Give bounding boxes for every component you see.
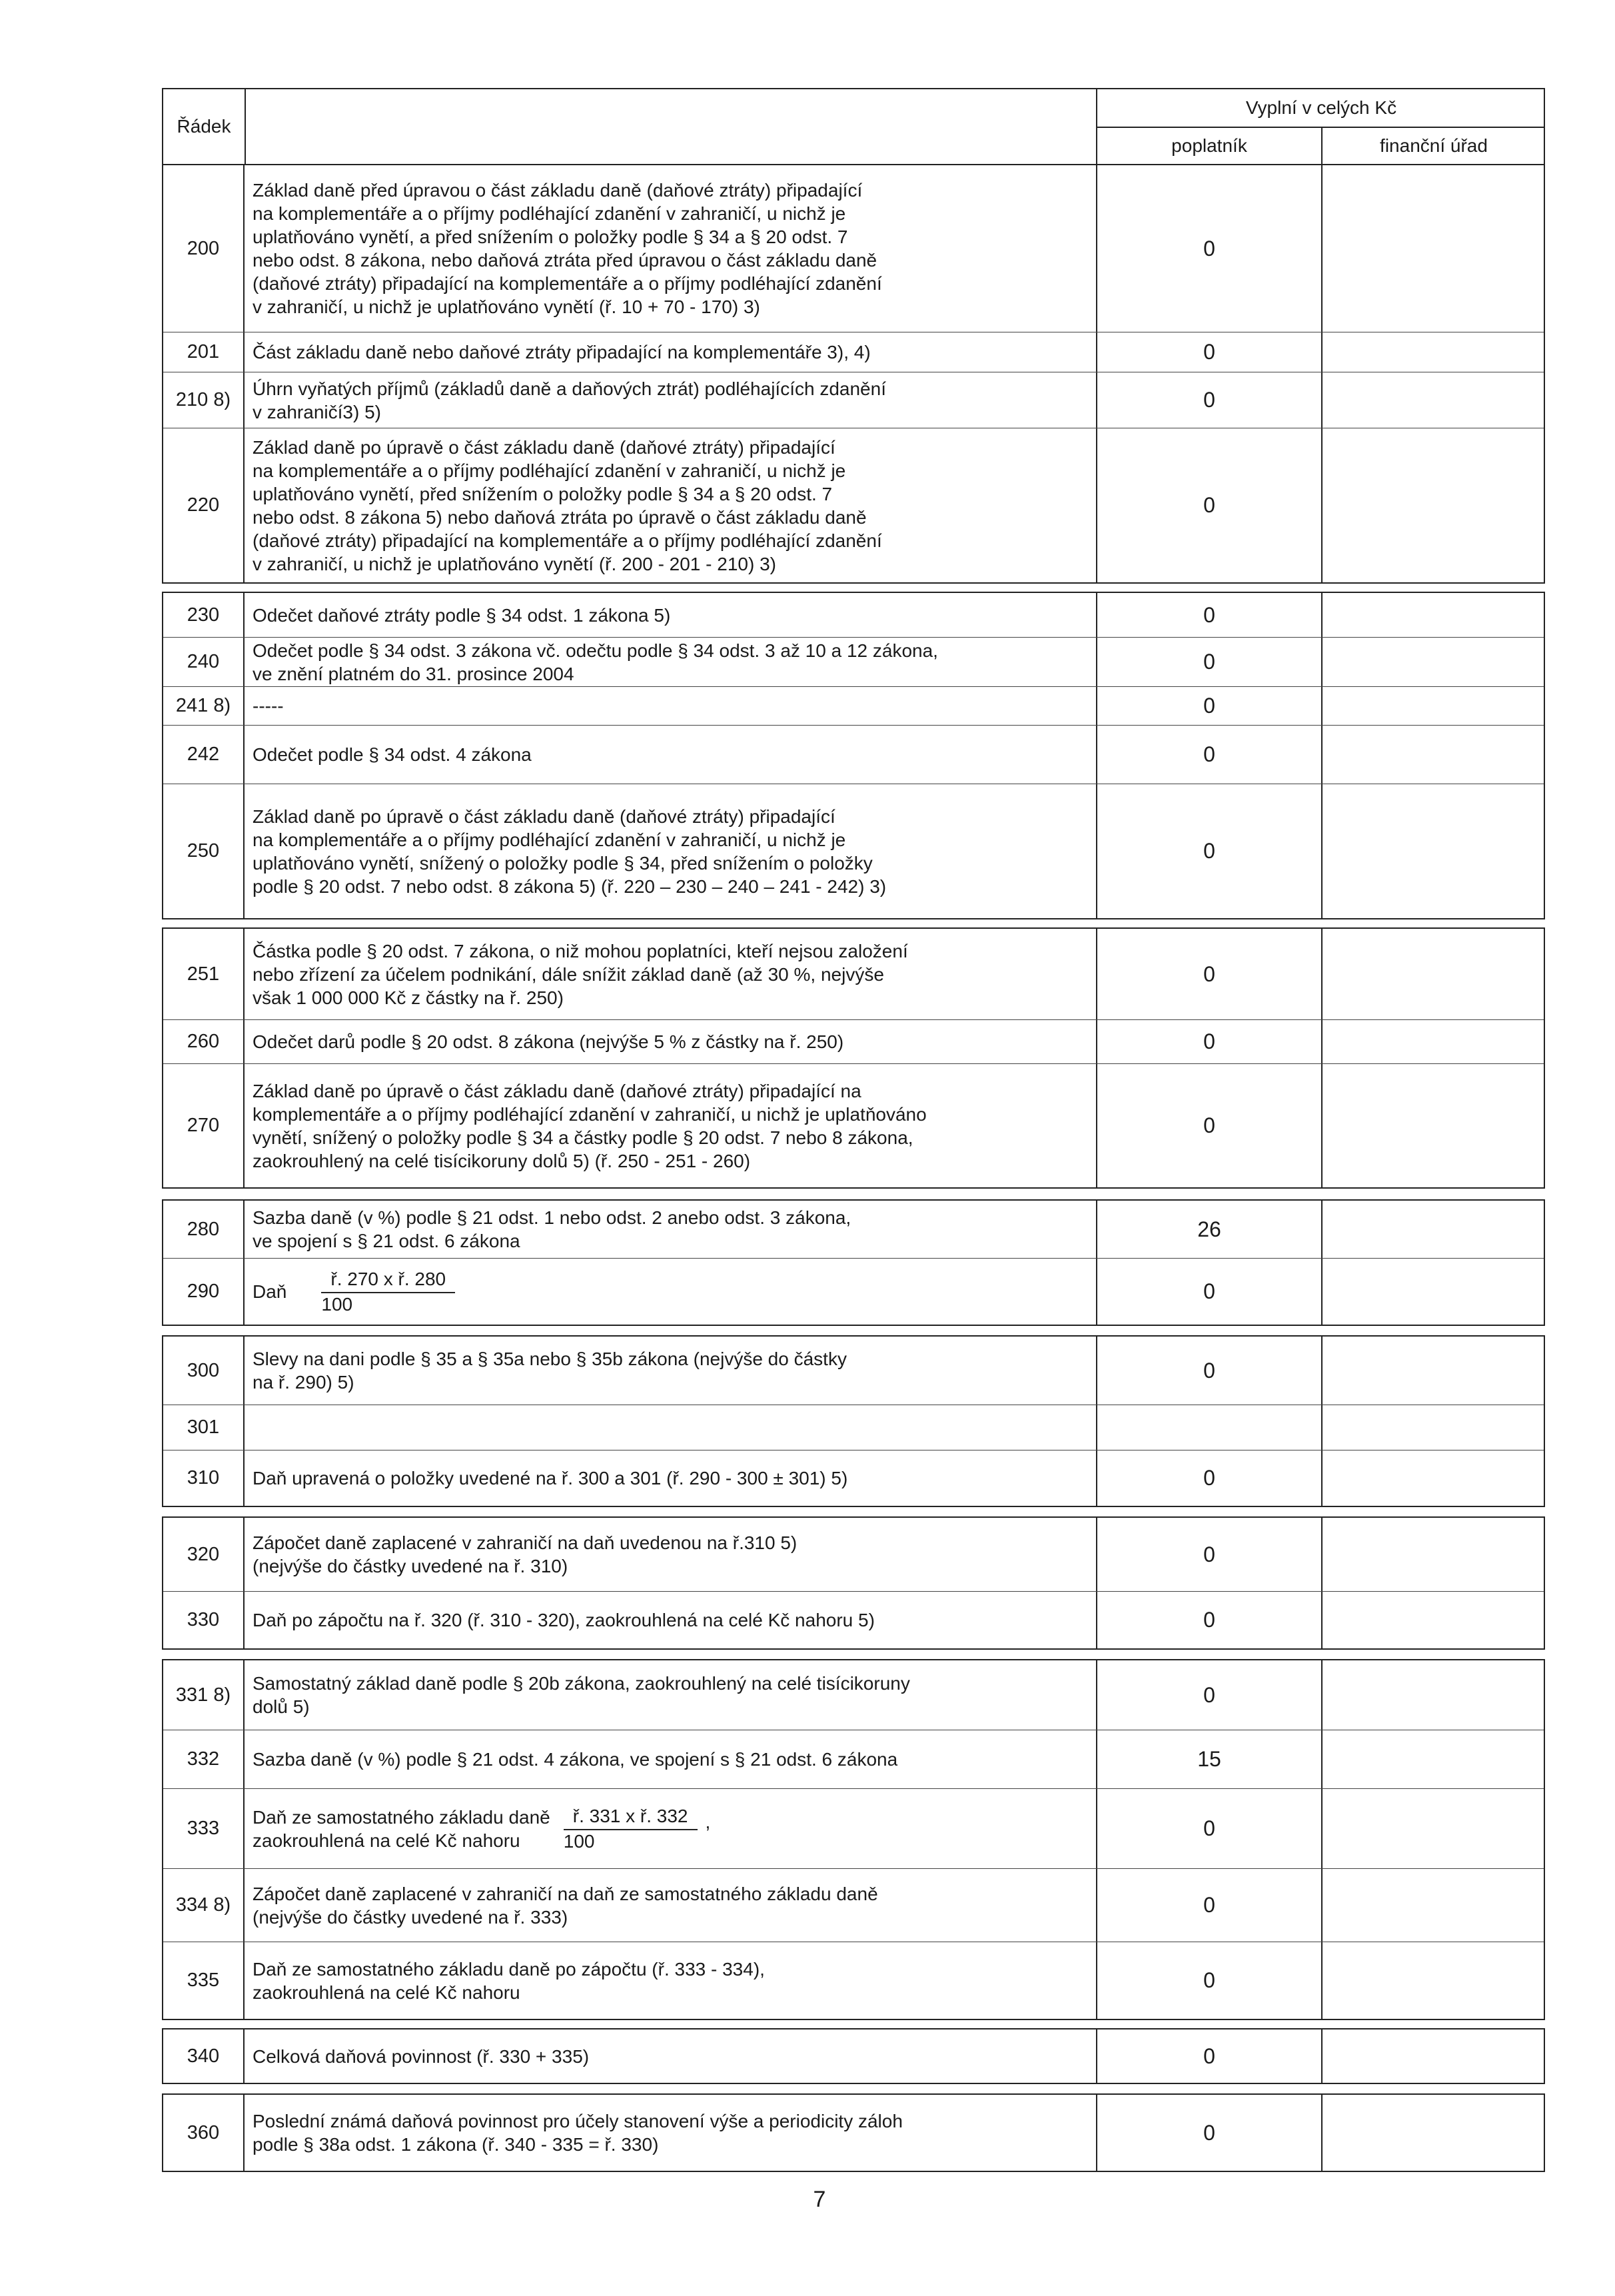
description-line: Poslední známá daňová povinnost pro účely stanovení výše a periodicity záloh — [253, 2111, 903, 2131]
description-line: Základ daně před úpravou o část základu daně (daňové ztráty) připadající — [253, 180, 863, 201]
payer-amount-cell[interactable]: 0 — [1096, 1942, 1321, 2019]
payer-amount-cell[interactable]: 0 — [1096, 1064, 1321, 1187]
row-number: 201 — [163, 332, 245, 372]
description-line: Základ daně po úpravě o část základu daně (daňové ztráty) připadající — [253, 806, 835, 827]
tax-office-amount-cell[interactable] — [1321, 638, 1544, 686]
description-line: podle § 38a odst. 1 zákona (ř. 340 - 335 = ř. 330) — [253, 2134, 659, 2155]
table-row — [163, 2029, 1544, 2083]
row-description — [253, 1592, 1085, 1648]
row-number: 210 8) — [163, 372, 245, 428]
section-deductions — [162, 592, 1545, 919]
section-total — [162, 2028, 1545, 2084]
tax-office-amount-cell[interactable] — [1321, 1789, 1544, 1868]
section-separate-base — [162, 1659, 1545, 2020]
formula-suffix: , — [705, 1812, 711, 1832]
description-line: Sazba daně (v %) podle § 21 odst. 1 nebo odst. 2 anebo odst. 3 zákona, — [253, 1207, 851, 1228]
row-description — [253, 1730, 1085, 1788]
tax-office-amount-cell[interactable] — [1321, 1592, 1544, 1648]
section-last-liability — [162, 2093, 1545, 2172]
description-line: (daňové ztráty) připadající na komplementáře a o příjmy podléhající zdanění — [253, 530, 882, 551]
table-header — [162, 88, 1545, 165]
table-row — [163, 165, 1544, 332]
description-line: Daň po zápočtu na ř. 320 (ř. 310 - 320), zaokrouhlená na celé Kč nahoru 5) — [253, 1610, 875, 1630]
row-number: 260 — [163, 1020, 245, 1063]
description-line: Zápočet daně zaplacené v zahraničí na daň uvedenou na ř.310 5) — [253, 1532, 798, 1553]
table-row — [163, 1337, 1544, 1405]
row-description — [253, 1405, 1085, 1450]
payer-amount-cell[interactable]: 0 — [1096, 1259, 1321, 1325]
description-line: Samostatný základ daně podle § 20b zákona, zaokrouhlený na celé tisícikoruny — [253, 1673, 910, 1694]
payer-amount-cell[interactable]: 26 — [1096, 1201, 1321, 1258]
row-description — [253, 929, 1085, 1019]
table-row — [163, 1063, 1544, 1187]
tax-office-column-header: finanční úřad — [1380, 135, 1488, 156]
row-number: 330 — [163, 1592, 245, 1648]
description-line: Základ daně po úpravě o část základu daně (daňové ztráty) připadající na — [253, 1080, 861, 1101]
payer-amount-cell[interactable]: 0 — [1096, 428, 1321, 582]
payer-amount-cell[interactable]: 0 — [1096, 1020, 1321, 1063]
tax-office-amount-cell[interactable] — [1321, 1405, 1544, 1450]
payer-amount-cell[interactable]: 0 — [1096, 1660, 1321, 1730]
table-row — [163, 2095, 1544, 2171]
payer-amount-cell[interactable]: 0 — [1096, 1789, 1321, 1868]
payer-amount-cell[interactable]: 0 — [1096, 1518, 1321, 1591]
row-number: 280 — [163, 1201, 245, 1258]
description-line: zaokrouhlená na celé Kč nahoru — [253, 1830, 520, 1851]
tax-office-amount-cell[interactable] — [1321, 1450, 1544, 1506]
row-description — [253, 1942, 1085, 2019]
row-description — [253, 593, 1085, 637]
description-line: na komplementáře a o příjmy podléhající zdanění v zahraničí, u nichž je — [253, 203, 846, 224]
row-description — [253, 1660, 1085, 1730]
table-row — [163, 929, 1544, 1019]
description-line: zaokrouhlený na celé tisícikoruny dolů 5) (ř. 250 - 251 - 260) — [253, 1150, 751, 1171]
tax-label: Daň — [253, 1281, 287, 1302]
table-row — [163, 1405, 1544, 1450]
payer-amount-cell[interactable]: 0 — [1096, 2029, 1321, 2083]
tax-office-amount-cell[interactable] — [1321, 1201, 1544, 1258]
tax-office-amount-cell[interactable] — [1321, 428, 1544, 582]
table-row — [163, 686, 1544, 725]
fraction-numerator: ř. 331 x ř. 332 — [564, 1805, 698, 1830]
table-row — [163, 428, 1544, 582]
description-line: vynětí, snížený o položky podle § 34 a částky podle § 20 odst. 7 nebo 8 zákona, — [253, 1127, 913, 1148]
tax-office-amount-cell[interactable] — [1321, 1518, 1544, 1591]
row-description — [253, 1259, 1085, 1325]
description-line: podle § 20 odst. 7 nebo odst. 8 zákona 5) (ř. 220 – 230 – 240 – 241 - 242) 3) — [253, 875, 887, 897]
description-line: na ř. 290) 5) — [253, 1372, 354, 1393]
description-line: v zahraničí, u nichž je uplatňováno vynětí (ř. 200 - 201 - 210) 3) — [253, 553, 776, 574]
tax-office-amount-cell[interactable] — [1321, 593, 1544, 637]
description-line: (nejvýše do částky uvedené na ř. 333) — [253, 1906, 568, 1928]
description-line: Daň ze samostatného základu daně — [253, 1806, 550, 1828]
tax-office-amount-cell[interactable] — [1321, 1259, 1544, 1325]
payer-amount-cell[interactable]: 0 — [1096, 1337, 1321, 1405]
table-row — [163, 637, 1544, 686]
description-line: uplatňováno vynětí, snížený o položky podle § 34, před snížením o položky — [253, 852, 873, 873]
payer-amount-cell[interactable]: 0 — [1096, 1869, 1321, 1942]
fill-in-header: Vyplní v celých Kč — [1245, 97, 1397, 118]
row-number: 251 — [163, 929, 245, 1019]
row-description — [253, 1518, 1085, 1591]
fraction-denominator: 100 — [321, 1293, 353, 1315]
tax-office-amount-cell[interactable] — [1321, 1064, 1544, 1187]
row-description — [253, 332, 1085, 372]
description-line: Úhrn vyňatých příjmů (základů daně a daňových ztrát) podléhajících zdanění — [253, 378, 886, 399]
formula-fraction — [321, 1268, 455, 1316]
row-description — [253, 1450, 1085, 1506]
tax-office-amount-cell[interactable] — [1321, 332, 1544, 372]
description-line: nebo odst. 8 zákona 5) nebo daňová ztráta po úpravě o část základu daně — [253, 506, 867, 528]
section-rebates — [162, 1335, 1545, 1507]
row-number: 340 — [163, 2029, 245, 2083]
payer-amount-cell[interactable]: 0 — [1096, 638, 1321, 686]
tax-office-amount-cell[interactable] — [1321, 1730, 1544, 1788]
table-row — [163, 784, 1544, 918]
tax-office-amount-cell[interactable] — [1321, 1020, 1544, 1063]
row-number: 310 — [163, 1450, 245, 1506]
fraction-numerator: ř. 270 x ř. 280 — [321, 1268, 455, 1293]
page-number: 7 — [813, 2187, 826, 2212]
description-line: Částka podle § 20 odst. 7 zákona, o niž mohou poplatníci, kteří nejsou založení — [253, 940, 908, 961]
payer-amount-cell[interactable]: 15 — [1096, 1730, 1321, 1788]
tax-office-amount-cell[interactable] — [1321, 1660, 1544, 1730]
payer-amount-cell[interactable]: 0 — [1096, 372, 1321, 428]
payer-amount-cell[interactable]: 0 — [1096, 332, 1321, 372]
table-row — [163, 1201, 1544, 1258]
description-line: uplatňováno vynětí, před snížením o položky podle § 34 a § 20 odst. 7 — [253, 483, 833, 504]
description-line: (daňové ztráty) připadající na komplementáře a o příjmy podléhající zdanění — [253, 273, 882, 294]
description-line: v zahraničí, u nichž je uplatňováno vynětí (ř. 10 + 70 - 170) 3) — [253, 296, 760, 317]
table-row — [163, 1730, 1544, 1788]
table-row — [163, 1019, 1544, 1063]
row-number: 320 — [163, 1518, 245, 1591]
table-row — [163, 1591, 1544, 1648]
tax-office-amount-cell[interactable] — [1321, 2029, 1544, 2083]
tax-office-amount-cell[interactable] — [1321, 372, 1544, 428]
row-number: 300 — [163, 1337, 245, 1405]
description-line: na komplementáře a o příjmy podléhající zdanění v zahraničí, u nichž je — [253, 829, 846, 850]
row-description — [253, 1869, 1085, 1942]
payer-column-header: poplatník — [1171, 135, 1247, 156]
section-tax-rate — [162, 1199, 1545, 1326]
description-line: Sazba daně (v %) podle § 21 odst. 4 zákona, ve spojení s § 21 odst. 6 zákona — [253, 1749, 898, 1770]
payer-amount-cell[interactable]: 0 — [1096, 726, 1321, 784]
tax-office-amount-cell[interactable] — [1321, 165, 1544, 332]
payer-amount-cell[interactable]: 0 — [1096, 1592, 1321, 1648]
row-number: 220 — [163, 428, 245, 582]
row-number: 331 8) — [163, 1660, 245, 1730]
row-description — [253, 2029, 1085, 2083]
description-line: na komplementáře a o příjmy podléhající zdanění v zahraničí, u nichž je — [253, 460, 846, 481]
description-line: (nejvýše do částky uvedené na ř. 310) — [253, 1556, 568, 1576]
row-description — [253, 784, 1085, 918]
table-row — [163, 332, 1544, 372]
payer-amount-cell[interactable]: 0 — [1096, 687, 1321, 725]
row-number: 242 — [163, 726, 245, 784]
description-line: ve spojení s § 21 odst. 6 zákona — [253, 1231, 520, 1251]
table-row — [163, 372, 1544, 428]
row-number: 230 — [163, 593, 245, 637]
row-description — [253, 638, 1085, 686]
row-number: 241 8) — [163, 687, 245, 725]
row-number: 200 — [163, 165, 245, 332]
description-line: ve znění platném do 31. prosince 2004 — [253, 663, 574, 684]
tax-office-amount-cell[interactable] — [1321, 2095, 1544, 2171]
row-description — [253, 165, 1085, 332]
description-line: Celková daňová povinnost (ř. 330 + 335) — [253, 2045, 590, 2067]
table-row — [163, 1518, 1544, 1591]
row-description — [253, 1020, 1085, 1063]
table-row — [163, 725, 1544, 784]
table-row — [163, 1450, 1544, 1506]
row-number: 240 — [163, 638, 245, 686]
row-number: 270 — [163, 1064, 245, 1187]
row-label-header: Řádek — [163, 89, 246, 164]
row-number: 335 — [163, 1942, 245, 2019]
description-line: Zápočet daně zaplacené v zahraničí na daň ze samostatného základu daně — [253, 1883, 878, 1904]
tax-office-amount-cell[interactable] — [1321, 1942, 1544, 2019]
description-line: však 1 000 000 Kč z částky na ř. 250) — [253, 987, 564, 1008]
row-description — [253, 687, 1085, 725]
description-line: Odečet darů podle § 20 odst. 8 zákona (nejvýše 5 % z částky na ř. 250) — [253, 1031, 844, 1052]
description-line: nebo zřízení za účelem podnikání, dále snížit základ daně (až 30 %, nejvýše — [253, 963, 884, 985]
tax-office-amount-cell[interactable] — [1321, 1337, 1544, 1405]
payer-amount-cell[interactable]: 0 — [1096, 1450, 1321, 1506]
row-description — [253, 1201, 1085, 1258]
description-line: Odečet podle § 34 odst. 4 zákona — [253, 744, 532, 765]
description-line: v zahraničí3) 5) — [253, 401, 381, 422]
section-credit — [162, 1516, 1545, 1650]
row-description — [253, 726, 1085, 784]
tax-office-amount-cell[interactable] — [1321, 726, 1544, 784]
payer-amount-cell[interactable] — [1096, 1405, 1321, 1450]
row-number: 360 — [163, 2095, 245, 2171]
description-line: Daň ze samostatného základu daně po zápočtu (ř. 333 - 334), — [253, 1958, 765, 1980]
payer-amount-cell[interactable]: 0 — [1096, 929, 1321, 1019]
description-line: Odečet podle § 34 odst. 3 zákona vč. odečtu podle § 34 odst. 3 až 10 a 12 zákona, — [253, 640, 938, 661]
description-line: Část základu daně nebo daňové ztráty připadající na komplementáře 3), 4) — [253, 342, 871, 362]
row-description — [253, 428, 1085, 582]
description-line: ----- — [253, 696, 284, 716]
description-line: Odečet daňové ztráty podle § 34 odst. 1 zákona 5) — [253, 604, 671, 626]
table-row — [163, 1868, 1544, 1942]
description-line: dolů 5) — [253, 1696, 310, 1717]
tax-office-amount-cell[interactable] — [1321, 784, 1544, 918]
table-row — [163, 1942, 1544, 2019]
tax-office-amount-cell[interactable] — [1321, 1869, 1544, 1942]
description-line: komplementáře a o příjmy podléhající zdanění v zahraničí, u nichž je uplatňováno — [253, 1103, 927, 1125]
payer-amount-cell[interactable]: 0 — [1096, 784, 1321, 918]
fraction-denominator: 100 — [563, 1830, 595, 1852]
table-row — [163, 1258, 1544, 1325]
row-description — [253, 1064, 1085, 1187]
row-number: 250 — [163, 784, 245, 918]
row-description — [253, 1337, 1085, 1405]
section-gifts — [162, 927, 1545, 1189]
description-line: Daň upravená o položky uvedené na ř. 300 a 301 (ř. 290 - 300 ± 301) 5) — [253, 1468, 848, 1488]
tax-office-amount-cell[interactable] — [1321, 929, 1544, 1019]
row-number: 333 — [163, 1789, 245, 1868]
row-description — [253, 1789, 1085, 1868]
table-row — [163, 593, 1544, 637]
payer-amount-cell[interactable]: 0 — [1096, 593, 1321, 637]
description-line: nebo odst. 8 zákona, nebo daňová ztráta před úpravou o část základu daně — [253, 250, 877, 271]
table-row — [163, 1788, 1544, 1868]
row-number: 334 8) — [163, 1869, 245, 1942]
section-base — [162, 164, 1545, 584]
formula-fraction — [564, 1805, 698, 1853]
description-line: Základ daně po úpravě o část základu daně (daňové ztráty) připadající — [253, 436, 835, 458]
payer-amount-cell[interactable]: 0 — [1096, 165, 1321, 332]
table-row — [163, 1660, 1544, 1730]
row-description — [253, 372, 1085, 428]
row-number: 332 — [163, 1730, 245, 1788]
row-number: 290 — [163, 1259, 245, 1325]
description-line: uplatňováno vynětí, a před snížením o položky podle § 34 a § 20 odst. 7 — [253, 227, 848, 247]
payer-amount-cell[interactable]: 0 — [1096, 2095, 1321, 2171]
tax-office-amount-cell[interactable] — [1321, 687, 1544, 725]
row-description — [253, 2095, 1085, 2171]
description-line: Slevy na dani podle § 35 a § 35a nebo § 35b zákona (nejvýše do částky — [253, 1349, 847, 1369]
description-line: zaokrouhlená na celé Kč nahoru — [253, 1982, 520, 2003]
row-number: 301 — [163, 1405, 245, 1450]
